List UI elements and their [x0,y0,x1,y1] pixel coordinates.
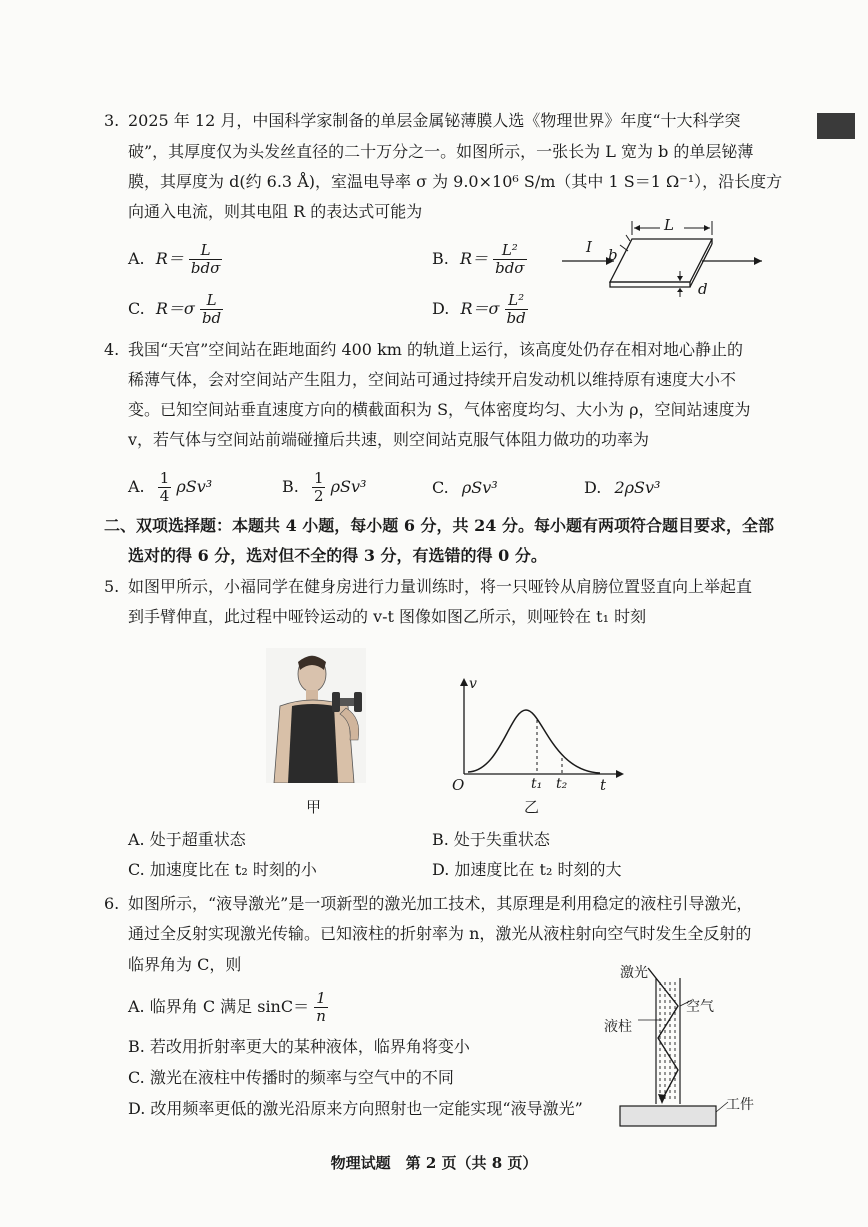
graph-label-origin: O [452,776,465,794]
q3-option-b[interactable] [432,242,527,277]
fig-label-width: b [608,246,618,264]
option-label: D. [584,478,602,497]
option-label: B. [432,249,449,268]
graph-label-t1: t₁ [531,776,543,792]
q5-line-1: 如图甲所示，小福同学在健身房进行力量训练时，将一只哑铃从肩膀位置竖直向上举起直 [128,577,753,596]
q5-number: 5. [104,577,120,596]
option-formula: 2ρSv³ [614,478,661,497]
q3-option-d[interactable] [432,292,528,327]
q4-option-b[interactable] [282,470,366,505]
q4-line-3: 变。已知空间站垂直速度方向的横截面积为 S，气体密度均匀、大小为 ρ，空间站速度为 [128,400,751,419]
q3-line-1: 2025 年 12 月，中国科学家制备的单层金属铋薄膜人选《物理世界》年度“十大科学突 [128,111,741,130]
graph-label-t2: t₂ [556,776,568,792]
q5-option-a[interactable]: A. 处于超重状态 [128,830,246,849]
fig-label-current: I [586,238,592,256]
graph-label-t: t [600,776,607,794]
fraction: $\frac{1}{2}$ [313,469,324,505]
option-text: A. 临界角 C 满足 sinC＝ [128,997,310,1016]
option-label: B. [282,477,299,496]
q6-line-1: 如图所示，“液导激光”是一项新型的激光加工技术，其原理是利用稳定的液柱引导激光， [128,894,753,913]
q4-option-c[interactable] [432,476,498,500]
fraction: $\frac{\text{L²}}{bd}$ [506,291,526,327]
fig-label-length: L [664,216,674,234]
option-formula: ρSv³ [461,478,498,497]
option-formula: R＝σ [155,299,195,318]
q4-line-2: 稀薄气体，会对空间站产生阻力，空间站可通过持续开启发动机以维持原有速度大小不 [128,370,737,389]
graph-label-v: v [469,676,477,692]
fraction: $\frac{L}{bd}$ [201,291,222,327]
q4-number: 4. [104,340,120,359]
page-edge-tab [817,113,855,139]
workpiece-block [620,1106,716,1126]
q3-line-3: 膜，其厚度为 d(约 6.3 Å)，室温电导率 σ 为 9.0×10⁶ S/m（其中 1 S＝1 Ω⁻¹），沿长度方 [128,172,783,191]
fig-label-air: 空气 [686,999,714,1015]
q3-number: 3. [104,111,120,130]
q4-line-4: v，若气体与空间站前端碰撞后共速，则空间站克服气体阻力做功的功率为 [128,430,650,449]
q6-option-c[interactable]: C. 激光在液柱中传播时的频率与空气中的不同 [128,1068,454,1087]
option-label: C. [432,478,449,497]
fig-label-liquid: 液柱 [604,1019,632,1035]
q3-option-c[interactable] [128,292,223,327]
option-formula: R＝σ [460,299,500,318]
page-footer: 物理试题 第 2 页（共 8 页） [330,1154,538,1172]
fraction: $\frac{1}{n}$ [316,989,326,1025]
q5-option-b[interactable]: B. 处于失重状态 [432,830,550,849]
q4-line-1: 我国“天宫”空间站在距地面约 400 km 的轨道上运行，该高度处仍存在相对地心静止的 [128,340,744,359]
option-label: A. [128,477,145,496]
fig-label-workpiece: 工件 [726,1097,754,1113]
fraction: $\frac{L}{\text{bdσ}}$ [190,241,221,277]
q3-line-4: 向通入电流，则其电阻 R 的表达式可能为 [128,202,423,221]
q5-option-d[interactable]: D. 加速度比在 t₂ 时刻的大 [432,860,622,879]
q3-line-2: 破”，其厚度仅为头发丝直径的二十万分之一。如图所示，一张长为 L 宽为 b 的单层铋薄 [128,142,754,161]
q6-line-3: 临界角为 C，则 [128,955,242,974]
q6-option-d[interactable]: D. 改用频率更低的激光沿原来方向照射也一定能实现“液导激光” [128,1099,583,1118]
q5-person-figure [266,648,366,783]
q6-line-2: 通过全反射实现激光传输。已知液柱的折射率为 n，激光从液柱射向空气时发生全反射的 [128,924,752,943]
q6-option-a[interactable] [128,990,328,1025]
section-2-heading: 二、双项选择题：本题共 4 小题，每小题 6 分，共 24 分。每小题有两项符合题目要求，全部 [104,516,774,535]
option-label: D. [432,299,450,318]
option-formula: R＝ [155,249,184,268]
option-formula: ρSv³ [176,477,213,496]
fraction: $\frac{1}{4}$ [159,469,170,505]
option-label: A. [128,249,145,268]
laser-path [648,968,678,1100]
q6-option-b[interactable]: B. 若改用折射率更大的某种液体，临界角将变小 [128,1037,470,1056]
option-formula: R＝ [459,249,488,268]
fig-caption-jia: 甲 [306,798,322,816]
fig-label-laser: 激光 [620,965,648,981]
q5-line-2: 到手臂伸直，此过程中哑铃运动的 v-t 图像如图乙所示，则哑铃在 t₁ 时刻 [128,607,647,626]
q5-option-c[interactable]: C. 加速度比在 t₂ 时刻的小 [128,860,317,879]
fraction: $\frac{\text{L²}}{\text{bdσ}}$ [495,241,525,277]
fig-label-thickness: d [698,280,708,298]
velocity-curve [468,710,600,773]
q4-option-d[interactable] [584,476,660,500]
q4-option-a[interactable] [128,470,212,505]
q3-option-a[interactable] [128,242,222,277]
option-formula: ρSv³ [330,477,367,496]
section-2-instructions: 选对的得 6 分，选对但不全的得 3 分，有选错的得 0 分。 [128,546,547,565]
q6-number: 6. [104,894,120,913]
option-label: C. [128,299,145,318]
fig-caption-yi: 乙 [524,798,540,816]
